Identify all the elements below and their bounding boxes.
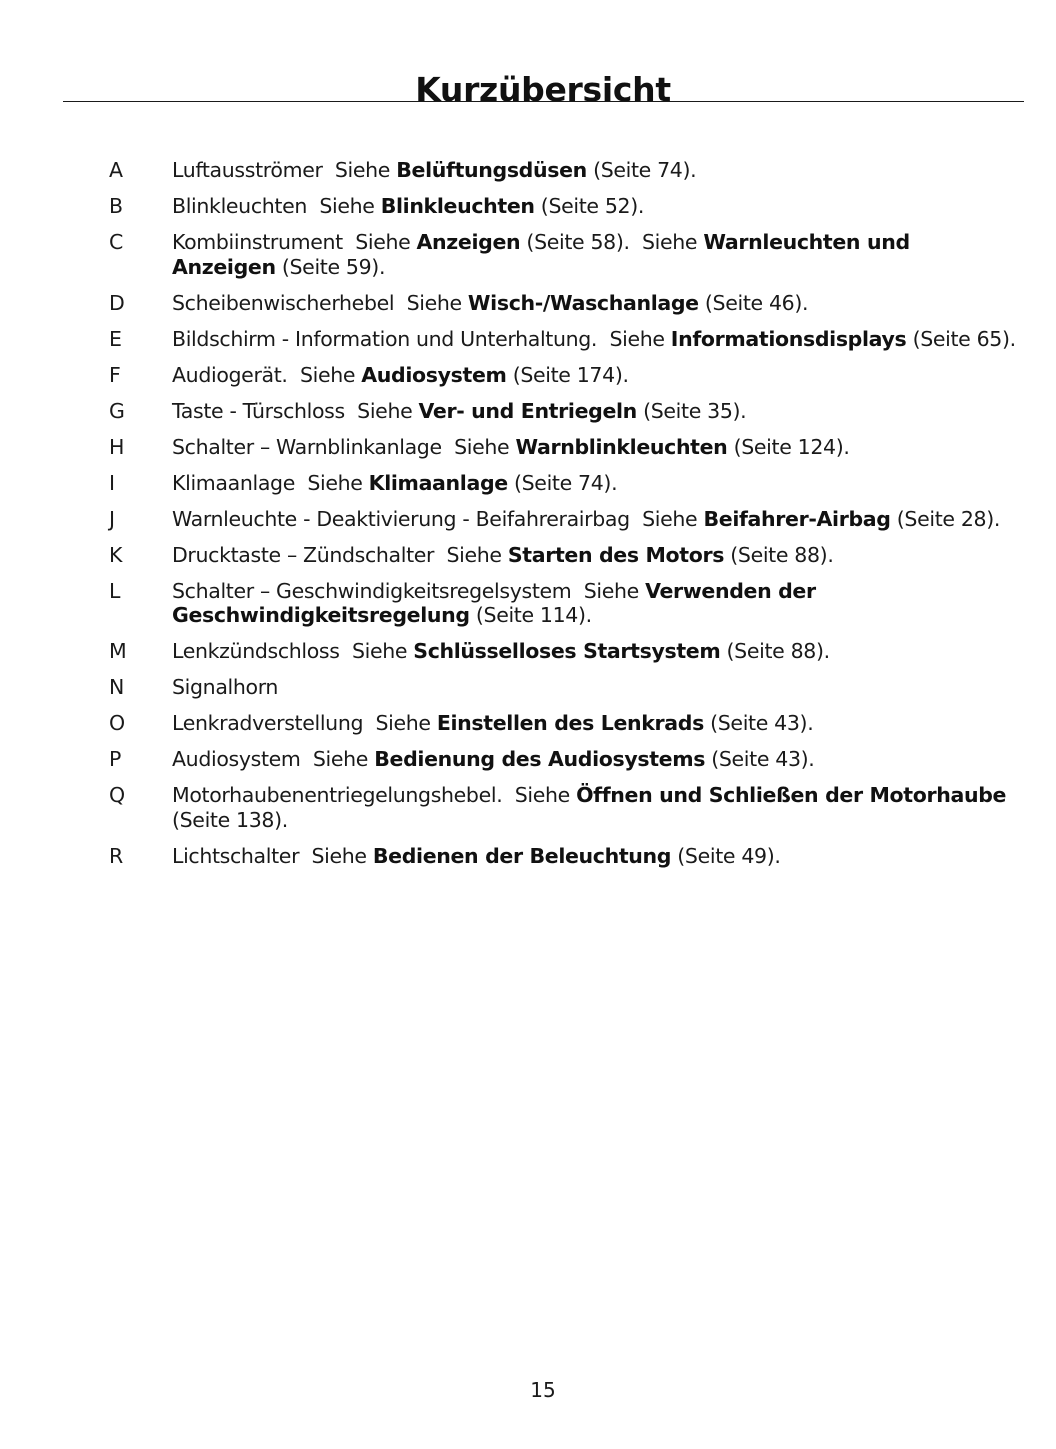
legend-item-l <box>0 579 1056 628</box>
item-label: Blinkleuchten <box>172 194 307 218</box>
item-description <box>172 783 1020 832</box>
cross-reference-link[interactable]: Öffnen und Schließen der Motorhaube <box>576 783 1007 807</box>
see-text: Siehe <box>609 326 665 351</box>
cross-reference-link[interactable]: Belüftungsdüsen <box>396 158 587 182</box>
item-label: Signalhorn <box>172 675 279 699</box>
item-description <box>172 675 1020 700</box>
cross-reference-link[interactable]: Bedienen der Beleuchtung <box>372 843 672 868</box>
item-label: Kombiinstrument <box>172 230 343 254</box>
page-reference: (Seite 59). <box>281 254 386 279</box>
item-letter: E <box>109 326 122 351</box>
item-description <box>172 543 1020 568</box>
cross-reference-link[interactable]: Informationsdisplays <box>670 326 907 351</box>
item-letter: D <box>109 290 125 315</box>
legend-item-p <box>0 747 1056 772</box>
see-text: Siehe <box>375 711 431 735</box>
page-reference: (Seite 174). <box>512 362 629 387</box>
item-description <box>172 747 1020 772</box>
item-description <box>172 158 1020 183</box>
cross-reference-link[interactable]: Warnblinkleuchten <box>515 434 728 459</box>
item-letter: O <box>109 711 126 735</box>
item-description <box>172 471 1020 496</box>
page-reference: (Seite 88). <box>730 542 834 567</box>
see-text: Siehe <box>334 158 391 182</box>
cross-reference-link[interactable]: Wisch-/Waschanlage <box>467 290 699 315</box>
legend-item-f <box>0 363 1056 388</box>
item-description <box>172 399 1020 424</box>
legend-item-a <box>0 158 1056 183</box>
item-letter: M <box>109 639 127 663</box>
item-label: Lichtschalter <box>172 843 300 868</box>
page-reference: (Seite 74). <box>593 158 697 182</box>
item-description <box>172 327 1020 352</box>
item-label: Drucktaste – Zündschalter <box>172 542 435 567</box>
page-title: Kurzübersicht <box>415 70 671 110</box>
cross-reference-link[interactable]: Warnleuchten und Anzeigen <box>172 230 910 279</box>
legend-item-h <box>0 435 1056 460</box>
see-text: Siehe <box>299 362 356 387</box>
legend-item-c <box>0 230 1056 279</box>
see-text: Siehe <box>454 434 510 459</box>
legend-item-d <box>0 291 1056 316</box>
legend-item-q <box>0 783 1056 832</box>
item-label: Bildschirm - Information und Unterhaltung. <box>172 326 598 351</box>
item-label: Schalter – Geschwindigkeitsregelsystem <box>172 578 572 603</box>
item-letter: F <box>109 362 121 387</box>
legend-item-n <box>0 675 1056 700</box>
page-reference: (Seite 35). <box>643 398 747 423</box>
page-reference: (Seite 46). <box>704 290 809 315</box>
item-description <box>172 639 1020 664</box>
cross-reference-link[interactable]: Verwenden der Geschwindigkeitsregelung <box>172 578 816 627</box>
legend-item-g <box>0 399 1056 424</box>
item-letter: K <box>109 542 123 567</box>
legend-item-j <box>0 507 1056 532</box>
cross-reference-link[interactable]: Einstellen des Lenkrads <box>436 711 704 735</box>
page-reference: (Seite 43). <box>710 711 814 735</box>
item-label: Warnleuchte - Deaktivierung - Beifahrerairbag <box>172 506 630 531</box>
item-description <box>172 230 1020 279</box>
item-letter: R <box>109 843 124 868</box>
item-letter: N <box>109 675 125 699</box>
item-letter: Q <box>109 783 126 807</box>
cross-reference-link[interactable]: Audiosystem <box>361 362 507 387</box>
item-description <box>172 711 1020 736</box>
page-reference: (Seite 88). <box>726 639 830 663</box>
page-reference: (Seite 124). <box>733 434 850 459</box>
cross-reference-link[interactable]: Beifahrer-Airbag <box>703 506 891 531</box>
item-description <box>172 579 1020 628</box>
page-reference: (Seite 52). <box>540 194 645 218</box>
cross-reference-link[interactable]: Ver- und Entriegeln <box>418 398 637 423</box>
see-text: Siehe <box>355 230 411 254</box>
item-letter: H <box>109 434 125 459</box>
item-label: Scheibenwischerhebel <box>172 290 395 315</box>
item-label: Luftausströmer <box>172 158 323 182</box>
item-description <box>172 435 1020 460</box>
item-description <box>172 194 1020 219</box>
page-reference: (Seite 43). <box>711 747 815 771</box>
see-text: Siehe <box>583 578 639 603</box>
cross-reference-link[interactable]: Starten des Motors <box>507 542 725 567</box>
item-letter: G <box>109 398 125 423</box>
item-label: Schalter – Warnblinkanlage <box>172 434 442 459</box>
see-text: Siehe <box>642 230 698 254</box>
item-label: Klimaanlage <box>172 470 295 495</box>
cross-reference-link[interactable]: Schlüsselloses Startsystem <box>413 639 721 663</box>
item-letter: B <box>109 194 124 218</box>
item-letter: I <box>109 470 116 495</box>
legend-list <box>0 158 1056 880</box>
cross-reference-link[interactable]: Blinkleuchten <box>380 194 535 218</box>
item-letter: L <box>109 578 121 603</box>
page-reference: (Seite 28). <box>896 506 1001 531</box>
item-description <box>172 507 1020 532</box>
see-text: Siehe <box>351 639 408 663</box>
page-reference: (Seite 58). <box>526 230 630 254</box>
see-text: Siehe <box>446 542 502 567</box>
item-letter: P <box>109 747 122 771</box>
cross-reference-link[interactable]: Anzeigen <box>416 230 521 254</box>
page-number: 15 <box>530 1378 556 1402</box>
cross-reference-link[interactable]: Klimaanlage <box>368 470 508 495</box>
page-reference: (Seite 65). <box>912 326 1016 351</box>
item-letter: A <box>109 158 124 182</box>
legend-item-o <box>0 711 1056 736</box>
legend-item-i <box>0 471 1056 496</box>
legend-item-k <box>0 543 1056 568</box>
cross-reference-link[interactable]: Bedienung des Audiosystems <box>374 747 706 771</box>
page-reference: (Seite 114). <box>475 603 592 627</box>
item-label: Lenkzündschloss <box>172 639 340 663</box>
title-divider <box>63 101 1024 102</box>
item-description <box>172 363 1020 388</box>
see-text: Siehe <box>514 783 570 807</box>
item-letter: J <box>109 506 116 531</box>
see-text: Siehe <box>319 194 375 218</box>
legend-item-e <box>0 327 1056 352</box>
legend-item-b <box>0 194 1056 219</box>
page-reference: (Seite 49). <box>677 843 781 868</box>
item-label: Audiogerät. <box>172 362 288 387</box>
page-reference: (Seite 74). <box>514 470 618 495</box>
see-text: Siehe <box>307 470 363 495</box>
item-label: Motorhaubenentriegelungshebel. <box>172 783 503 807</box>
item-label: Lenkradverstellung <box>172 711 364 735</box>
see-text: Siehe <box>312 747 369 771</box>
see-text: Siehe <box>642 506 698 531</box>
see-text: Siehe <box>406 290 462 315</box>
see-text: Siehe <box>311 843 367 868</box>
item-label: Audiosystem <box>172 747 301 771</box>
item-label: Taste - Türschloss <box>172 398 345 423</box>
legend-item-r <box>0 844 1056 869</box>
item-letter: C <box>109 230 124 254</box>
legend-item-m <box>0 639 1056 664</box>
item-description <box>172 844 1020 869</box>
see-text: Siehe <box>357 398 413 423</box>
page-reference: (Seite 138). <box>172 807 288 832</box>
item-description <box>172 291 1020 316</box>
